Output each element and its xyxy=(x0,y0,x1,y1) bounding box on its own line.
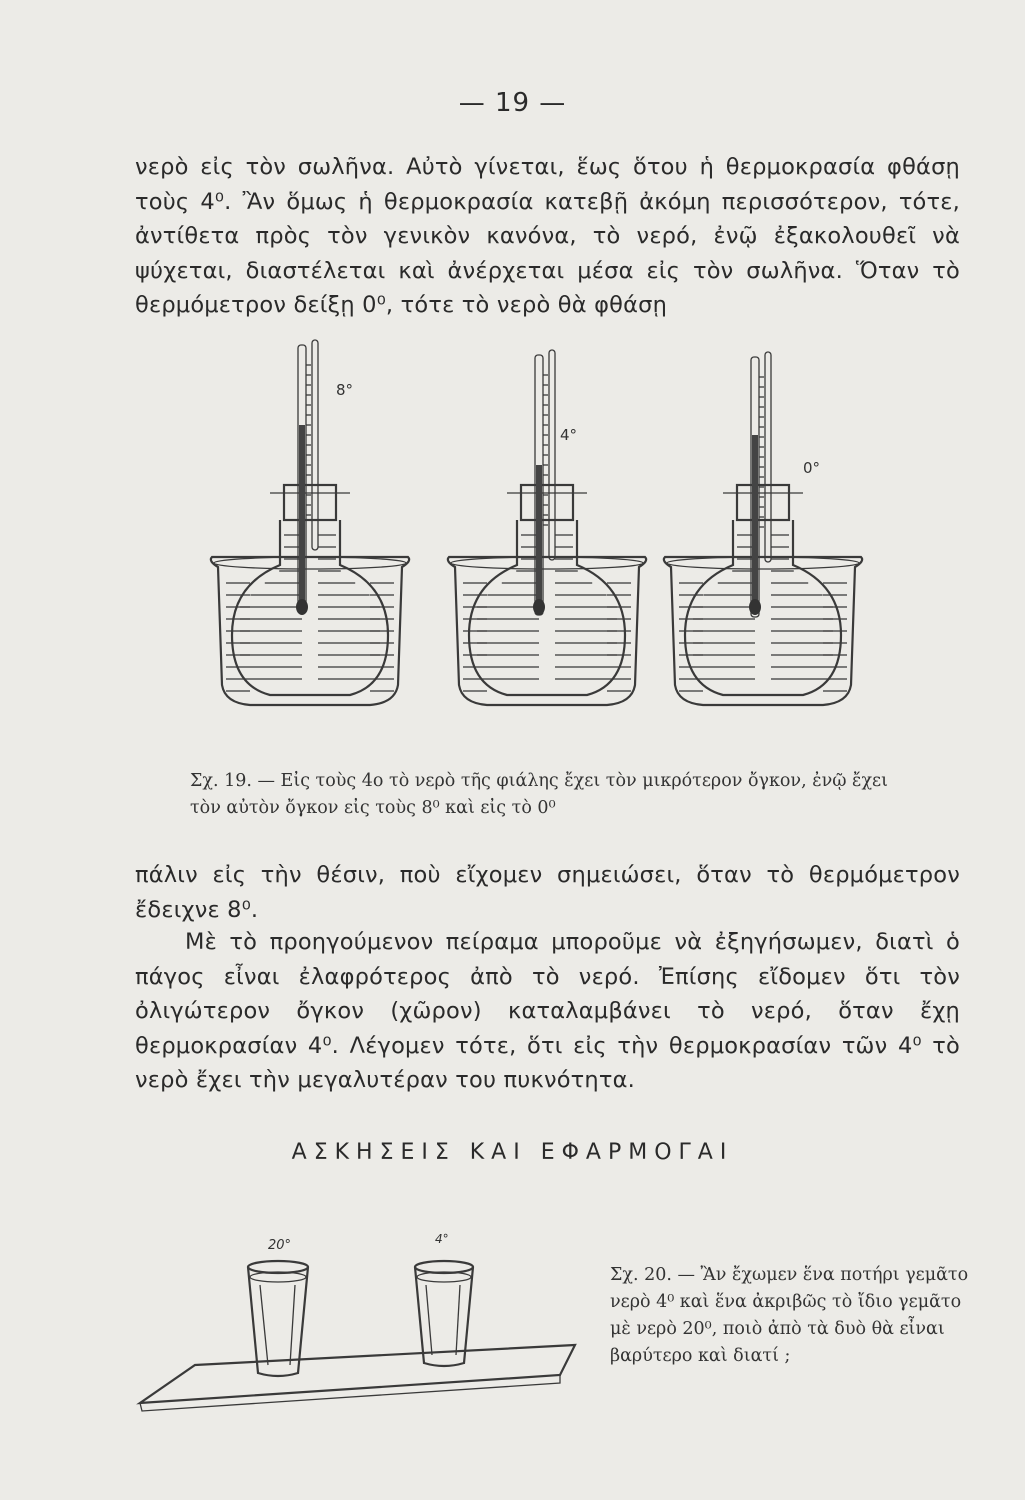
label-20-degrees: 20° xyxy=(268,1238,292,1253)
label-0-degrees: 0° xyxy=(803,459,821,477)
figure-19-illustration xyxy=(195,335,935,755)
apparatus-4-degrees xyxy=(448,350,646,705)
wooden-board xyxy=(140,1345,575,1403)
apparatus-0-degrees xyxy=(664,352,862,705)
figure-19-caption: Σχ. 19. — Εἰς τοὺς 4ο τὸ νερὸ τῆς φιάλης ἔχει τὸν μικρότερον ὄγκον, ἐνῷ ἔχει τὸν αὐτὸν ὄγκον εἰς τοὺς 8⁰ καὶ εἰς τὸ 0⁰ xyxy=(190,771,888,818)
apparatus-8-degrees xyxy=(211,340,409,705)
label-8-degrees: 8° xyxy=(336,381,354,399)
section-title: ΑΣΚΗΣΕΙΣ ΚΑΙ ΕΦΑΡΜΟΓΑΙ xyxy=(291,1140,734,1165)
figure-20-illustration xyxy=(130,1225,600,1415)
label-4-degrees-glass: 4° xyxy=(435,1232,449,1246)
page-number: — 19 — xyxy=(458,88,567,118)
label-4-degrees: 4° xyxy=(560,426,578,444)
paragraph-continuation: πάλιν εἰς τὴν θέσιν, ποὺ εἴχομεν σημειώσει, ὅταν τὸ θερμόμετρον ἔδειχνε 8⁰. xyxy=(135,862,960,923)
glass-20-degrees xyxy=(248,1261,308,1376)
figure-20-caption: Σχ. 20. — Ἂν ἔχωμεν ἕνα ποτήρι γεμᾶτο νερὸ 4⁰ καὶ ἕνα ἀκριβῶς τὸ ἴδιο γεμᾶτο μὲ νερὸ 20⁰, ποιὸ ἀπὸ τὰ δυὸ θὰ εἶναι βαρύτερο καὶ διατί ; xyxy=(610,1265,969,1366)
paragraph-intro: νερὸ εἰς τὸν σωλῆνα. Αὐτὸ γίνεται, ἕως ὅτου ἡ θερμοκρασία φθάσῃ τοὺς 4⁰. Ἂν ὅμως ἡ θερμοκρασία κατεβῇ ἀκόμη περισσότερον, τότε, ἀντίθετα πρὸς τὸν γενικὸν κανόνα, τὸ νερό, ἐνῷ ἐξακολουθεῖ νὰ ψύχεται, διαστέλεται καὶ ἀνέρχεται μέσα εἰς τὸν σωλῆνα. Ὅταν τὸ θερμόμετρον δείξῃ 0⁰, τότε τὸ νερὸ θὰ φθάσῃ xyxy=(135,154,960,318)
paragraph-explanation: Μὲ τὸ προηγούμενον πείραμα μποροῦμε νὰ ἐξηγήσωμεν, διατὶ ὁ πάγος εἶναι ἐλαφρότερος ἀπὸ τὸ νερό. Ἐπίσης εἴδομεν ὅτι τὸν ὀλιγώτερον ὄγκον (χῶρον) καταλαμβάνει τὸ νερό, ὅταν ἔχῃ θερμοκρασίαν 4⁰. Λέγομεν τότε, ὅτι εἰς τὴν θερμοκρασίαν τῶν 4⁰ τὸ νερὸ ἔχει τὴν μεγαλυτέραν του πυκνότητα. xyxy=(135,929,960,1093)
glass-4-degrees xyxy=(415,1261,473,1366)
